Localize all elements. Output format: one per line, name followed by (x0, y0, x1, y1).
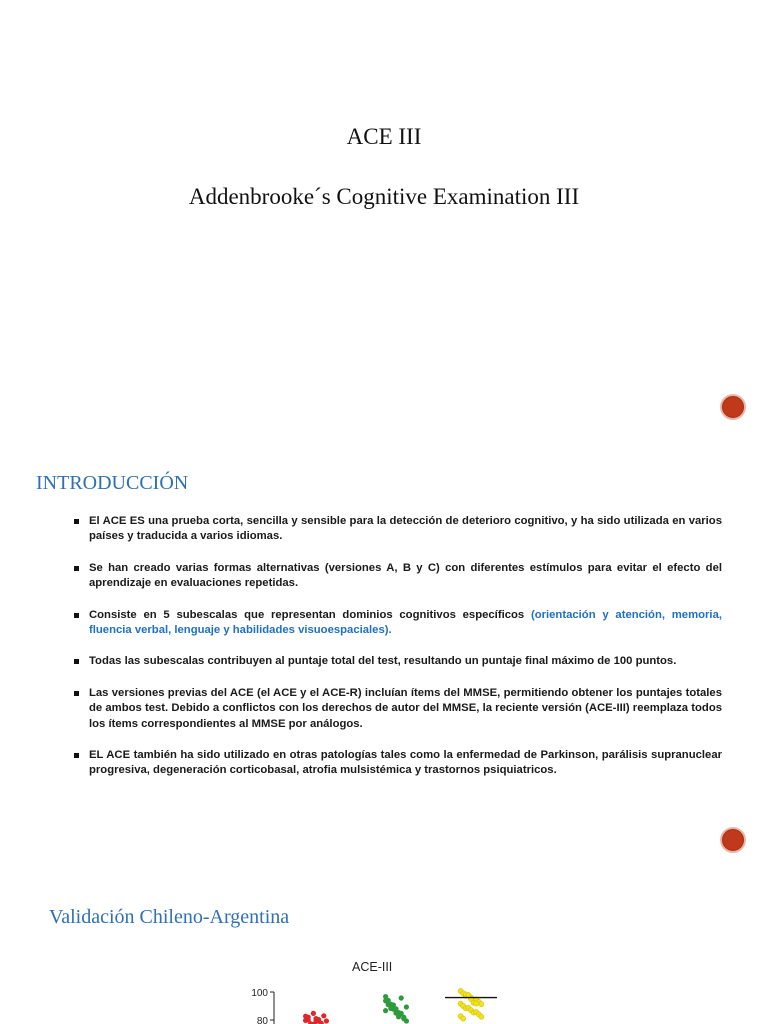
y-tick-label: 80 (256, 1016, 268, 1024)
data-point (316, 1018, 321, 1023)
data-point (324, 1018, 329, 1023)
y-tick-label: 100 (251, 988, 268, 999)
scatter-plot (246, 952, 526, 1024)
decorative-dot-icon (720, 394, 746, 420)
bullet-item: El ACE ES una prueba corta, sencilla y sensible para la detección de deterioro cognitivo, y ha sido utilizada en varios países y traducida a varios idiomas. (72, 514, 722, 545)
slide-introduccion (0, 440, 768, 860)
bullet-item: Consiste en 5 subescalas que representan dominios cognitivos específicos (orientación y atención, memoria, fluencia verbal, lenguaje y habilidades visuoespaciales). (72, 608, 722, 639)
data-point (461, 1016, 466, 1021)
data-point (399, 995, 404, 1000)
data-point (479, 1014, 484, 1019)
bullet-item: Todas las subescalas contribuyen al puntaje total del test, resultando un puntaje final máximo de 100 puntos. (72, 654, 722, 669)
data-point (404, 1004, 409, 1009)
validacion-heading: Validación Chileno-Argentina (49, 906, 290, 928)
bullet-item: Se han creado varias formas alternativas (versiones A, B y C) con diferentes estímulos para evitar el efecto del aprendizaje en evaluaciones repetidas. (72, 561, 722, 592)
data-point (474, 1001, 479, 1006)
data-point (311, 1011, 316, 1016)
data-point (321, 1013, 326, 1018)
intro-bullet-list (72, 514, 722, 795)
data-point (383, 1008, 388, 1013)
data-point (401, 1016, 406, 1021)
slide-validacion (0, 860, 768, 1024)
ace-iii-chart (246, 952, 526, 1024)
slide-title-subtitle: Addenbrooke´s Cognitive Examination III (188, 184, 580, 209)
slide-title-heading: ACE III (346, 124, 422, 149)
slide-title (0, 0, 768, 440)
data-point (396, 1014, 401, 1019)
intro-heading: INTRODUCCIÓN (36, 472, 189, 494)
decorative-dot-icon (720, 827, 746, 853)
bullet-item: EL ACE también ha sido utilizado en otras patologías tales como la enfermedad de Parkinson, parálisis supranuclear progresiva, degeneración corticobasal, atrofia mulsistémica y trastornos psiquiatricos. (72, 748, 722, 779)
chart-title: ACE-III (352, 960, 393, 974)
data-point (479, 1002, 484, 1007)
bullet-item: Las versiones previas del ACE (el ACE y el ACE-R) incluían ítems del MMSE, permitiendo obtener los puntajes totales de ambos test. Debido a conflictos con los derechos de autor del MMSE, la reciente versión (ACE-III) reemplaza todos los ítems correspondientes al MMSE por análogos. (72, 686, 722, 732)
data-point (306, 1015, 311, 1020)
